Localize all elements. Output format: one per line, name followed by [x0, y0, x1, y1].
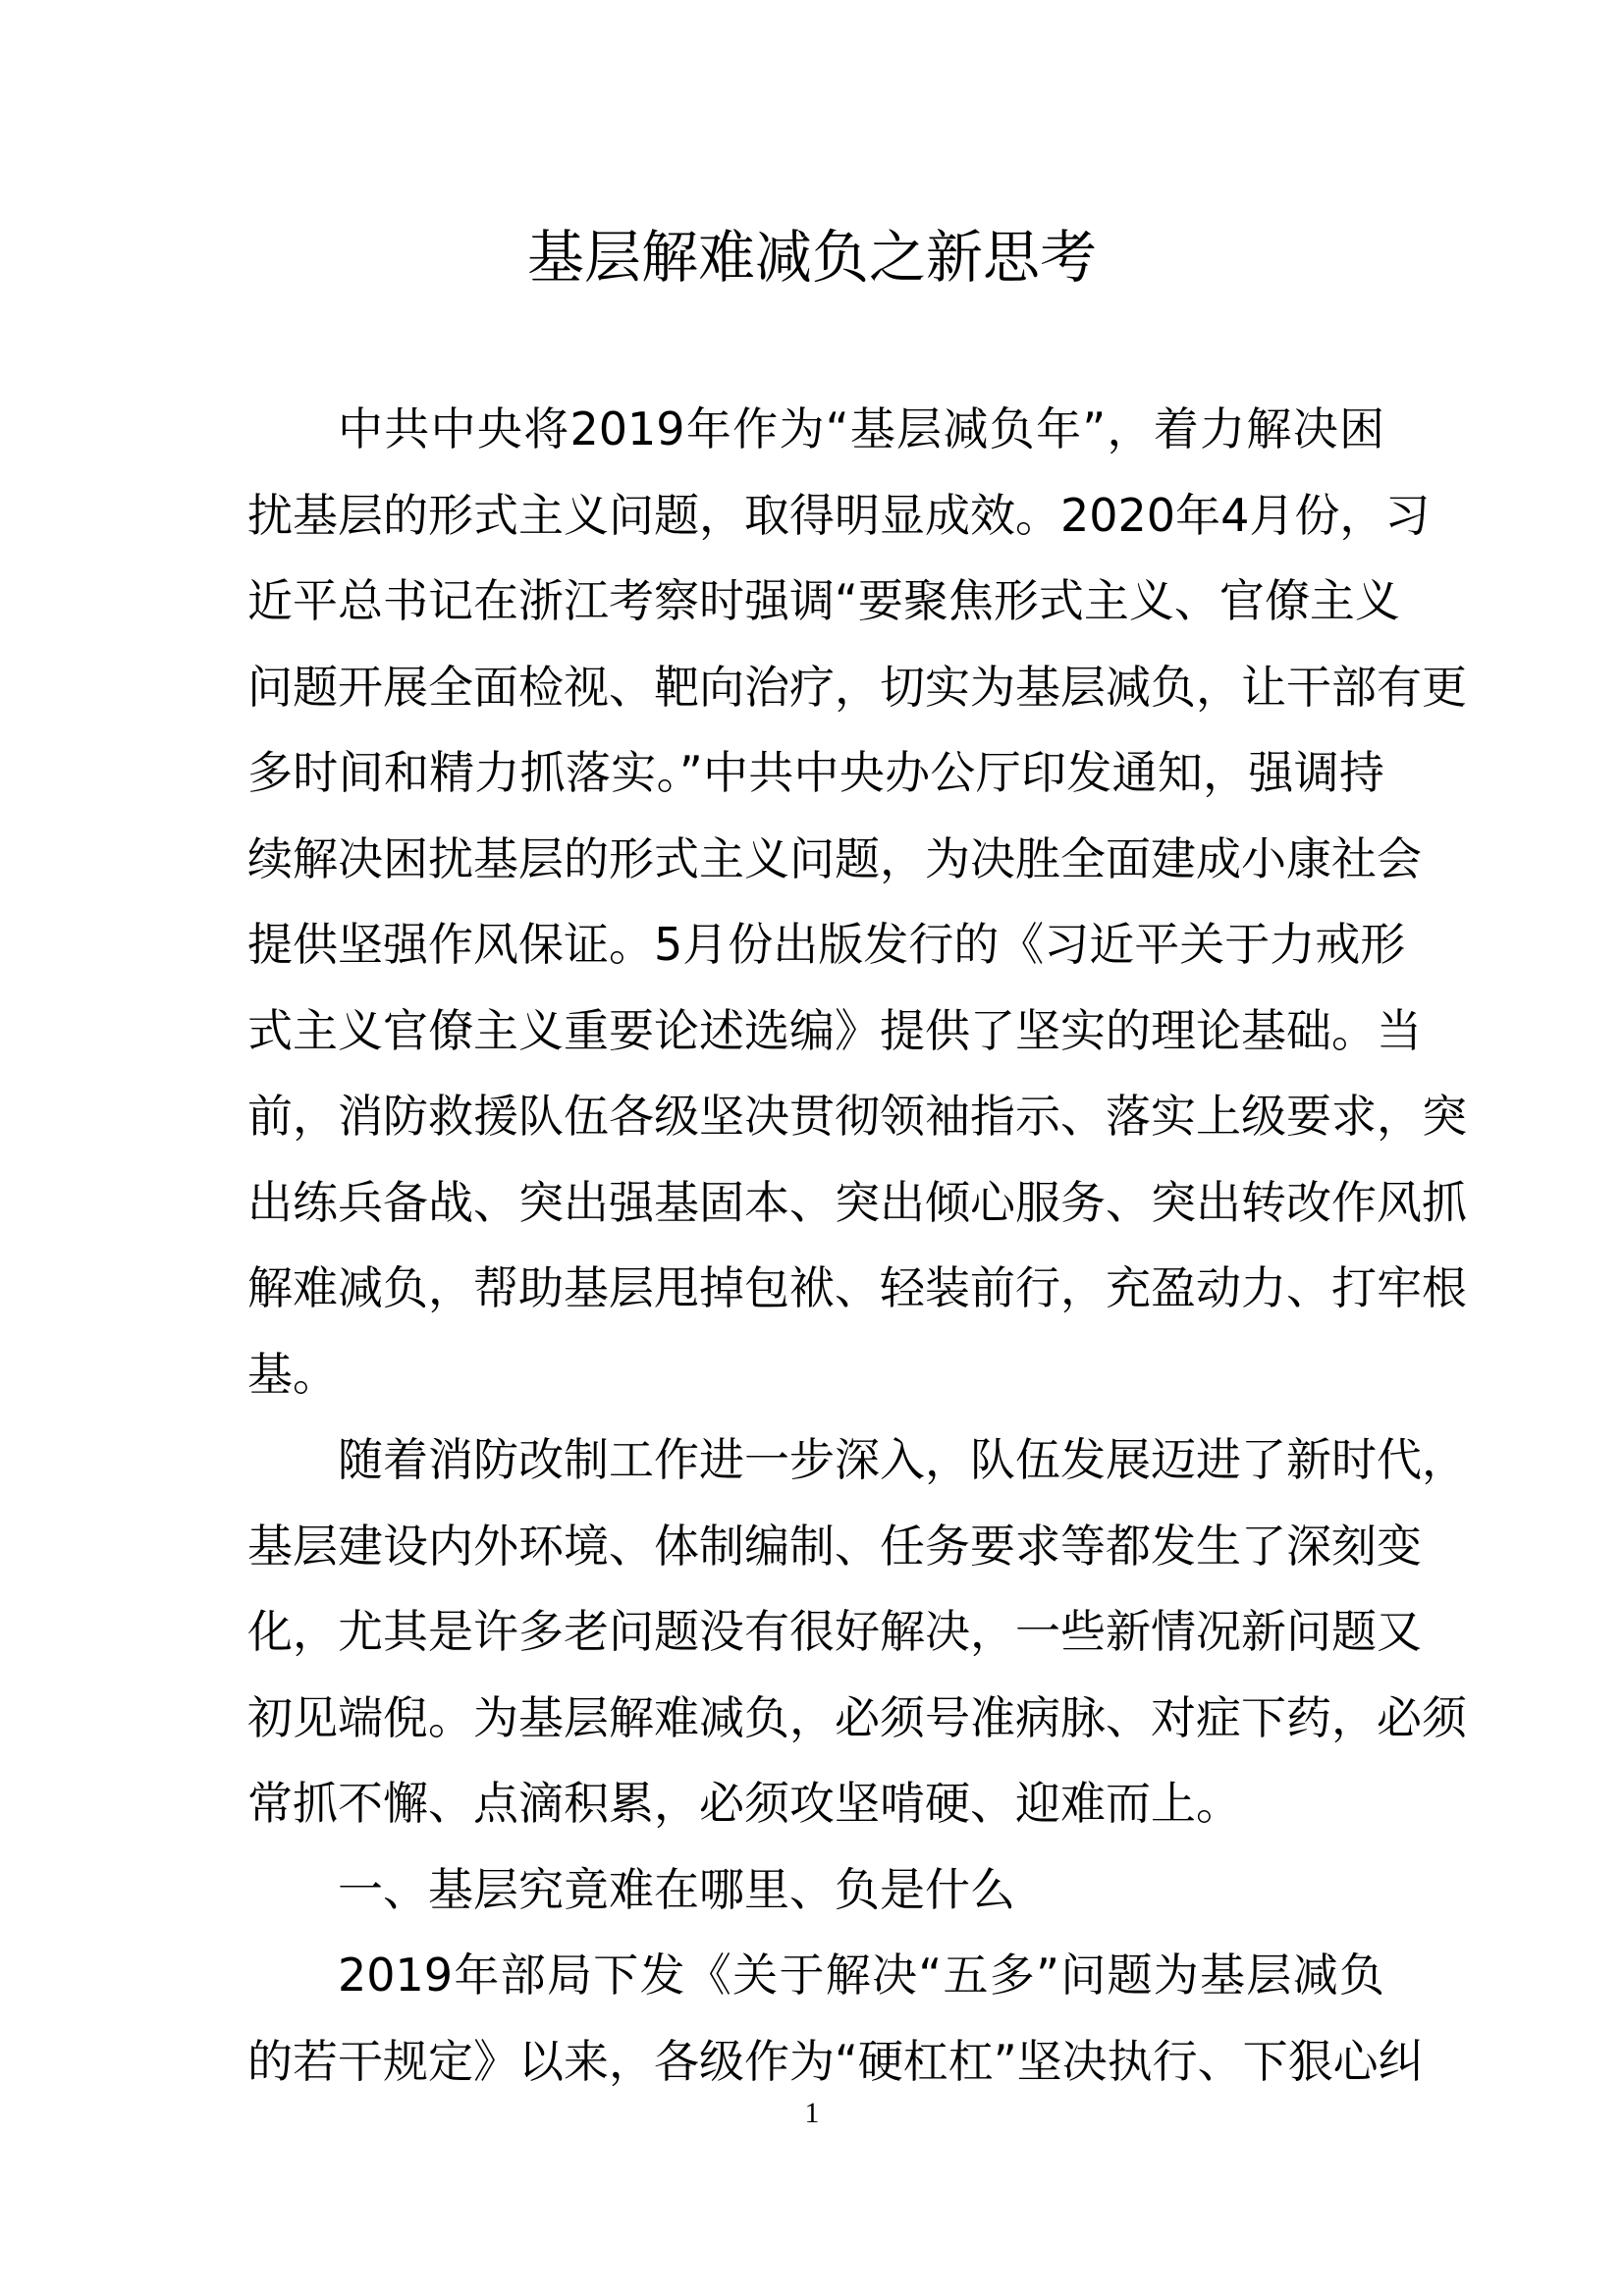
paragraph-section-one — [247, 1933, 1424, 2105]
document-body — [247, 387, 1467, 2105]
paragraph-intro — [247, 387, 1467, 1417]
text-line: 化，尤其是许多老问题没有很好解决，一些新情况新问题又 — [247, 1605, 1422, 1658]
text-line: 近平总书记在浙江考察时强调“要聚焦形式主义、官僚主义 — [247, 574, 1400, 627]
text-line: 前，消防救援队伍各级坚决贯彻领袖指示、落实上级要求，突 — [247, 1090, 1467, 1143]
text-line: 基。 — [247, 1347, 338, 1401]
page-number: 1 — [804, 2097, 820, 2129]
heading-line: 一、基层究竟难在哪里、负是什么 — [338, 1862, 1015, 1916]
text-line: 出练兵备战、突出强基固本、突出倾心服务、突出转改作风抓 — [247, 1175, 1467, 1229]
text-line: 提供坚强作风保证。5月份出版发行的《习近平关于力戒形 — [247, 918, 1406, 971]
text-line: 常抓不懈、点滴积累，必须攻坚啃硬、迎难而上。 — [247, 1777, 1241, 1830]
document-title: 基层解难减负之新思考 — [526, 224, 1097, 291]
text-line: 扰基层的形式主义问题，取得明显成效。2020年4月份，习 — [247, 488, 1431, 542]
text-line: 初见端倪。为基层解难减负，必须号准病脉、对症下药，必须 — [247, 1690, 1467, 1744]
text-line: 基层建设内外环境、体制编制、任务要求等都发生了深刻变 — [247, 1519, 1422, 1573]
text-line: 式主义官僚主义重要论述选编》提供了坚实的理论基础。当 — [247, 1003, 1422, 1057]
text-line: 解难减负，帮助基层甩掉包袱、轻装前行，充盈动力、打牢根 — [247, 1261, 1467, 1314]
text-line: 的若干规定》以来，各级作为“硬杠杠”坚决执行、下狠心纠 — [247, 2034, 1424, 2088]
paragraph-context — [247, 1417, 1467, 1847]
text-line: 2019年部局下发《关于解决“五多”问题为基层减负 — [338, 1949, 1384, 2002]
text-line: 续解决困扰基层的形式主义问题，为决胜全面建成小康社会 — [247, 831, 1422, 885]
text-line: 中共中央将2019年作为“基层减负年”，着力解决困 — [338, 402, 1384, 455]
text-line: 问题开展全面检视、靶向治疗，切实为基层减负，让干部有更 — [247, 660, 1467, 714]
text-line: 随着消防改制工作进一步深入，队伍发展迈进了新时代， — [338, 1433, 1467, 1486]
text-line: 多时间和精力抓落实。”中共中央办公厅印发通知，强调持 — [247, 746, 1384, 799]
section-heading — [247, 1847, 1384, 1934]
